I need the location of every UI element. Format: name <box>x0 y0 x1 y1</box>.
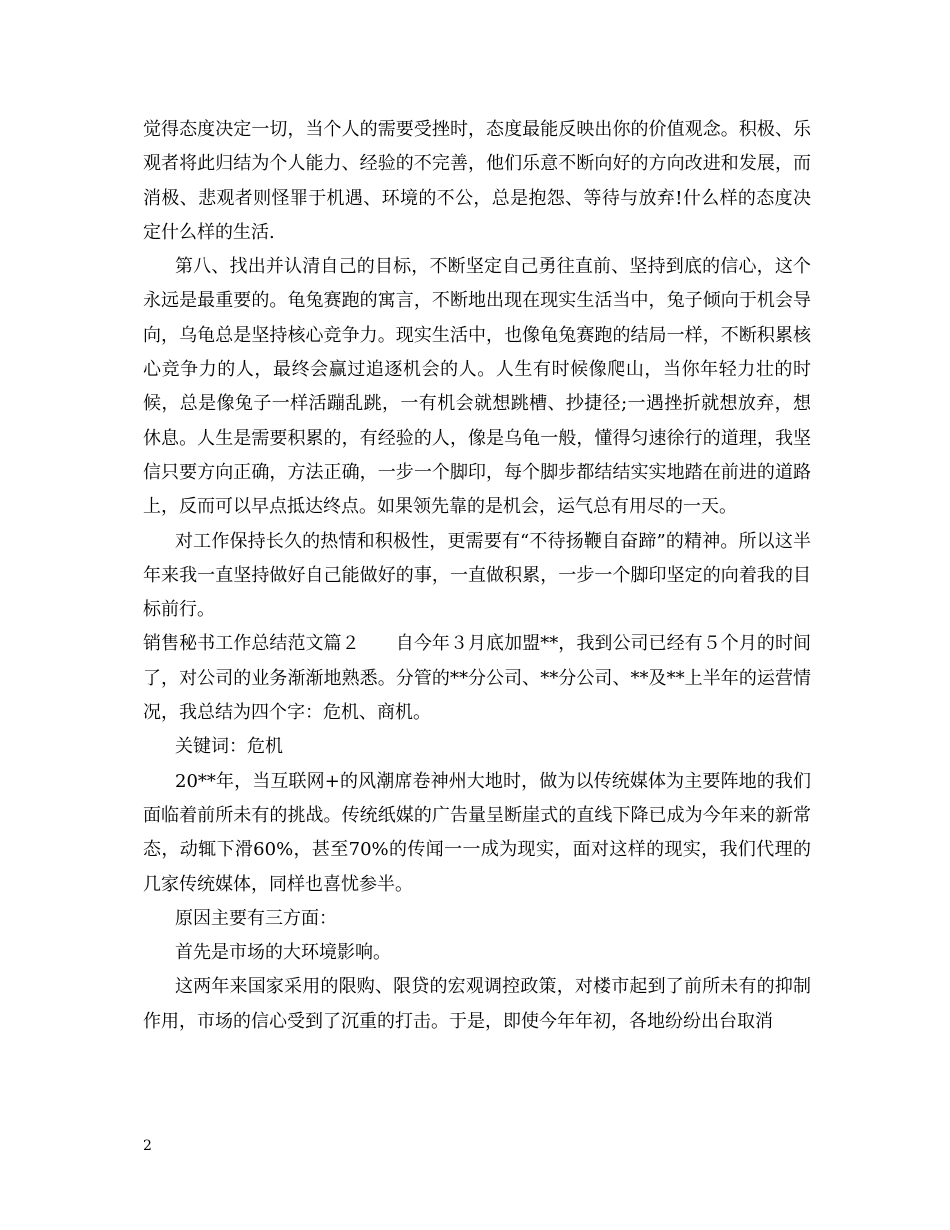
paragraph-policy-control: 这两年来国家采用的限购、限贷的宏观调控政策，对楼市起到了前所未有的抑制作用，市场的信心受到了沉重的打击。于是，即使今年年初，各地纷纷出台取消 <box>143 976 811 1032</box>
paragraph-keyword-crisis: 关键词：危机 <box>175 736 283 758</box>
paragraph-internet-challenge: 20**年，当互联网+的风潮席卷神州大地时，做为以传统媒体为主要阵地的我们面临着前所未有的挑战。传统纸媒的广告量呈断崖式的直线下降已成为今年来的新常态，动辄下滑60%，甚至70%的传闻一一成为现实，面对这样的现实，我们代理的几家传统媒体，同样也喜忧参半。 <box>143 770 811 895</box>
document-body <box>143 113 811 1039</box>
paragraph-attitude: 觉得态度决定一切，当个人的需要受挫时，态度最能反映出你的价值观念。积极、乐观者将此归结为个人能力、经验的不完善，他们乐意不断向好的方向改进和发展，而消极、悲观者则怪罪于机遇、环境的不公，总是抱怨、等待与放弃!什么样的态度决定什么样的生活. <box>143 119 811 243</box>
paragraph-three-reasons: 原因主要有三方面： <box>175 907 337 929</box>
paragraph-market-environment: 首先是市场的大环境影响。 <box>175 942 391 964</box>
paragraph-enthusiasm: 对工作保持长久的热情和积极性，更需要有“不待扬鞭自奋蹄”的精神。所以这半年来我一直坚持做好自己能做好的事，一直做积累，一步一个脚印坚定的向着我的目标前行。 <box>143 530 811 621</box>
page-number: 2 <box>143 1138 152 1154</box>
paragraph-goal-eighth: 第八、找出并认清自己的目标，不断坚定自己勇往直前、坚持到底的信心，这个永远是最重要的。龟兔赛跑的寓言，不断地出现在现实生活当中，兔子倾向于机会导向，乌龟总是坚持核心竞争力。现实生活中，也像龟兔赛跑的结局一样，不断积累核心竞争力的人，最终会赢过追逐机会的人。人生有时候像爬山，当你年轻力壮的时候，总是像兔子一样活蹦乱跳，一有机会就想跳槽、抄捷径;一遇挫折就想放弃，想休息。人生是需要积累的，有经验的人，像是乌龟一般，懂得匀速徐行的道理，我坚信只要方向正确，方法正确，一步一个脚印，每个脚步都结结实实地踏在前进的道路上，反而可以早点抵达终点。如果领先靠的是机会，运气总有用尽的一天。 <box>143 256 811 518</box>
section-heading-part2: 销售秘书工作总结范文篇２ 自今年３月底加盟**，我到公司已经有５个月的时间了，对公司的业务渐渐地熟悉。分管的**分公司、**分公司、**及**上半年的运营情况，我总结为四个字：危机、商机。 <box>143 633 811 724</box>
